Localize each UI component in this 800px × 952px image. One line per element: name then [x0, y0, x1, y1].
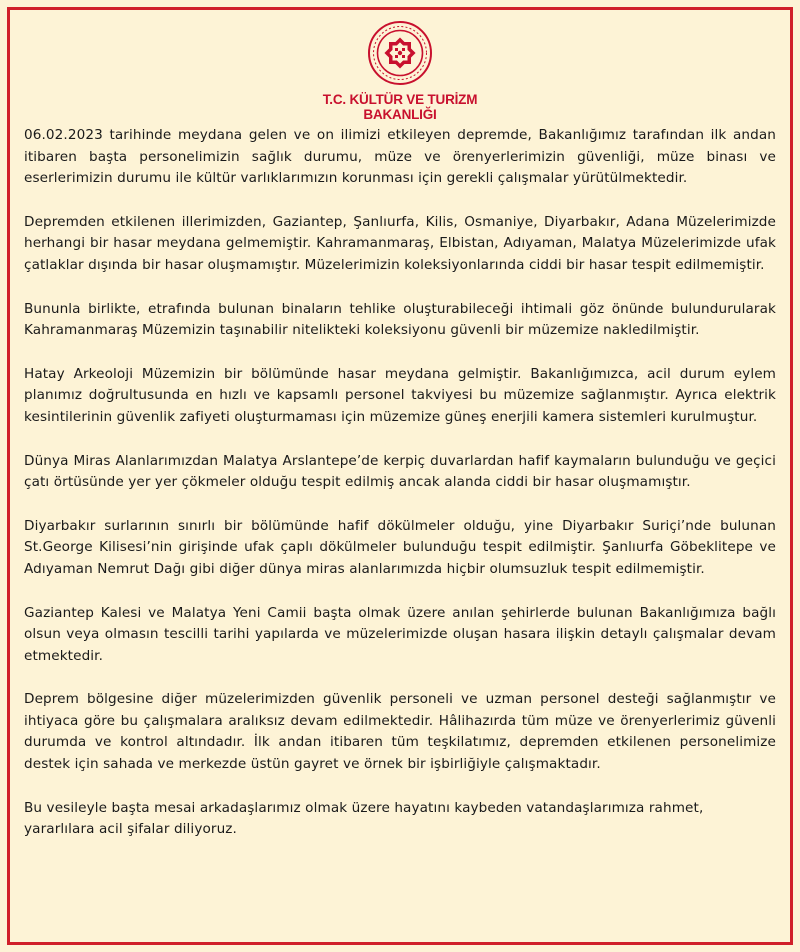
paragraph-8: Deprem bölgesine diğer müzelerimizden güvenlik personeli ve uzman personel desteği sağlanmıştır ve ihtiyaca göre bu çalışmalara aralıksız devam edilmektedir. Hâlihazırda tüm müze ve örenyerlerimiz güvenli durumda ve kontrol altındadır. İlk andan itibaren tüm teşkilatımız, depremden etkilenen personelimize destek için sahada ve merkezde üstün gayret ve örnek bir işbirliğiyle çalışmaktadır.	[24, 691, 776, 773]
paragraph-4: Hatay Arkeoloji Müzemizin bir bölümünde hasar meydana gelmiştir. Bakanlığımızca, acil durum eylem planımız doğrultusunda en hızlı ve kapsamlı personel takviyesi bu müzemize sağlanmıştır. Ayrıca elektrik kesintilerinin güvenlik zafiyeti oluşturmaması için müzemize güneş enerjili kamera sistemleri kurulmuştur.	[24, 365, 776, 425]
paragraph-7: Gaziantep Kalesi ve Malatya Yeni Camii başta olmak üzere anılan şehirlerde bulunan Bakanlığımıza bağlı olsun veya olmasın tescilli tarihi yapılarda ve müzelerimizde oluşan hasara ilişkin detaylı çalışmalar devam etmektedir.	[24, 604, 776, 664]
paragraph-9: Bu vesileyle başta mesai arkadaşlarımız olmak üzere hayatını kaybeden vatandaşlarımıza rahmet, yararlılara acil şifalar diliyoruz.	[24, 799, 704, 838]
ministry-name-line2: BAKANLIĞI	[363, 107, 437, 122]
paragraph-6: Diyarbakır surlarının sınırlı bir bölümünde hafif dökülmeler olduğu, yine Diyarbakır Suriçi’nde bulunan St.George Kilisesi’nin girişinde ufak çaplı dökülmeler bulunduğu tespit edilmiştir. Şanlıurfa Göbeklitepe ve Adıyaman Nemrut Dağı gibi diğer dünya miras alanlarımızda hiçbir olumsuzluk tespit edilmemiştir.	[24, 517, 776, 577]
paragraph-5: Dünya Miras Alanlarımızdan Malatya Arslantepe’de kerpiç duvarlardan hafif kaymaların bulunduğu ve geçici çatı örtüsünde yer yer çökmeler olduğu tespit edilmiş ancak alanda ciddi bir hasar oluşmamıştır.	[24, 452, 776, 491]
letterhead	[0, 20, 800, 122]
paragraph-3: Bununla birlikte, etrafında bulunan binaların tehlike oluşturabileceği ihtimali göz önünde bulundurularak Kahramanmaraş Müzemizin taşınabilir nitelikteki koleksiyonu güvenli bir müzemize nakledilmiştir.	[24, 300, 776, 339]
ministry-name-line1: T.C. KÜLTÜR VE TURİZM	[322, 92, 478, 107]
statement-body	[24, 125, 776, 841]
paragraph-1: 06.02.2023 tarihinde meydana gelen ve on ilimizi etkileyen depremde, Bakanlığımız tarafından ilk andan itibaren başta personelimizin sağlık durumu, müze ve örenyerlerimizin güvenliği, müze binası ve eserlerimizin durumu ile kültür varlıklarımızın korunması için gerekli çalışmalar yürütülmektedir.	[24, 127, 776, 187]
paragraph-2: Depremden etkilenen illerimizden, Gaziantep, Şanlıurfa, Kilis, Osmaniye, Diyarbakır, Adana Müzelerimizde herhangi bir hasar meydana gelmemiştir. Kahramanmaraş, Elbistan, Adıyaman, Malatya Müzelerimizde ufak çatlaklar dışında bir hasar oluşmamıştır. Müzelerimizin koleksiyonlarında ciddi bir hasar tespit edilmemiştir.	[24, 213, 776, 273]
ministry-star-emblem-icon	[367, 20, 433, 86]
